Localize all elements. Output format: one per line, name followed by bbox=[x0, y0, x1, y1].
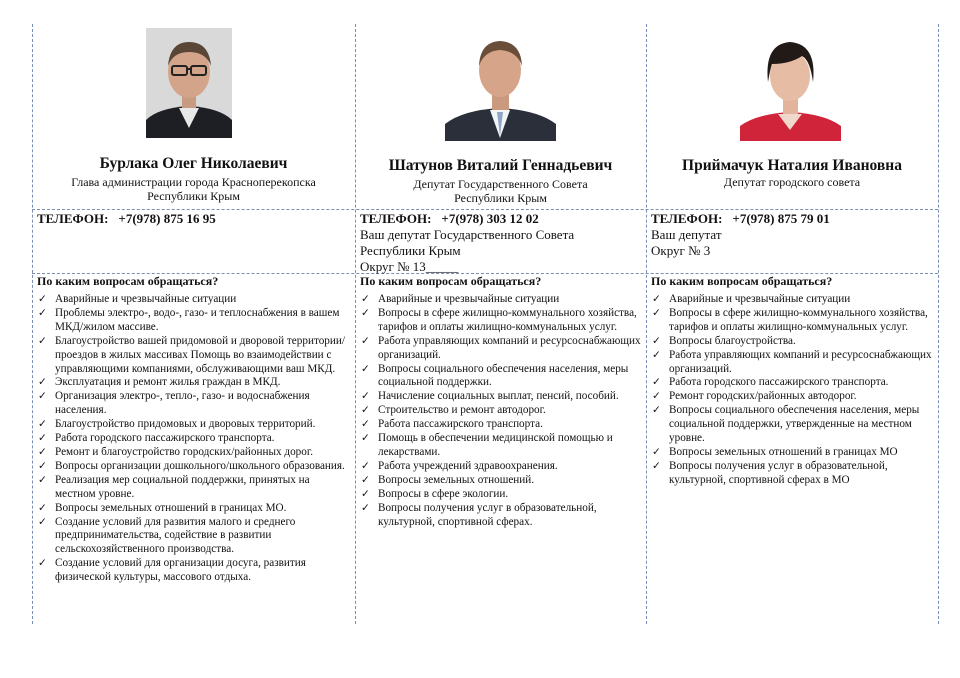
phone-line bbox=[360, 211, 539, 227]
position-line: Глава администрации города Красноперекопска bbox=[71, 175, 316, 189]
person-name: Приймачук Наталия Ивановна bbox=[682, 157, 902, 174]
check-icon: ✓ bbox=[38, 474, 47, 486]
list-item bbox=[37, 293, 351, 307]
list-item-text: Помощь в обеспечении медицинской помощью и лекарствами. bbox=[378, 432, 613, 458]
list-item-text: Работа пассажирского транспорта. bbox=[378, 418, 543, 431]
person-photo bbox=[445, 26, 556, 141]
list-item bbox=[360, 307, 642, 335]
list-item bbox=[360, 363, 642, 391]
questions-list bbox=[651, 293, 934, 488]
questions-title: По каким вопросам обращаться? bbox=[651, 274, 833, 288]
list-item-text: Работа городского пассажирского транспорта. bbox=[55, 432, 275, 445]
list-item bbox=[651, 307, 934, 335]
list-item bbox=[37, 432, 351, 446]
list-item bbox=[360, 488, 642, 502]
check-icon: ✓ bbox=[38, 516, 47, 528]
district-line: Округ № 13_____ bbox=[360, 259, 459, 274]
check-icon: ✓ bbox=[38, 335, 47, 347]
list-item bbox=[37, 557, 351, 585]
list-item bbox=[37, 418, 351, 432]
list-item-text: Вопросы благоустройства. bbox=[669, 334, 796, 347]
list-item-text: Работа управляющих компаний и ресурсоснабжающих организаций. bbox=[378, 334, 641, 361]
check-icon: ✓ bbox=[361, 307, 370, 319]
position-line: Депутат городского совета bbox=[723, 175, 861, 189]
list-item-text: Работа учреждений здравоохранения. bbox=[378, 459, 558, 472]
phone-number: +7(978) 875 16 95 bbox=[118, 211, 216, 226]
phone-label: ТЕЛЕФОН: bbox=[651, 211, 723, 226]
list-item-text: Вопросы в сфере экологии. bbox=[378, 487, 509, 500]
list-item-text: Благоустройство вашей придомовой и дворовой территории/проездов в жилых массивах Помощь во взаимодействии с управляющими компаниями, обслуживающими ваш МКД. bbox=[55, 334, 345, 375]
check-icon: ✓ bbox=[652, 377, 661, 389]
check-icon: ✓ bbox=[652, 391, 661, 403]
district-line: Ваш депутат bbox=[651, 227, 722, 242]
list-item bbox=[37, 460, 351, 474]
check-icon: ✓ bbox=[652, 446, 661, 458]
list-item bbox=[37, 516, 351, 558]
district-line: Ваш депутат Государственного Совета bbox=[360, 227, 575, 242]
check-icon: ✓ bbox=[652, 294, 661, 305]
check-icon: ✓ bbox=[38, 558, 47, 570]
position-line: Республики Крым bbox=[147, 189, 240, 203]
list-item bbox=[37, 307, 351, 335]
list-item-text: Вопросы земельных отношений. bbox=[378, 473, 535, 486]
list-item bbox=[651, 460, 934, 488]
list-item-text: Вопросы социального обеспечения населения, меры социальной поддержки, утвержденные на местном уровне. bbox=[669, 404, 920, 445]
person-photo bbox=[146, 28, 232, 138]
list-item-text: Вопросы получения услуг в образовательной, культурной, спортивной сферах в МО bbox=[669, 459, 888, 486]
list-item bbox=[651, 335, 934, 349]
check-icon: ✓ bbox=[38, 419, 47, 431]
list-item-text: Благоустройство придомовых и дворовых территорий. bbox=[55, 418, 316, 431]
list-item-text: Создание условий для организации досуга, развития физической культуры, массового отдыха. bbox=[55, 557, 306, 584]
list-item bbox=[651, 404, 934, 446]
list-item-text: Работа городского пассажирского транспорта. bbox=[669, 376, 889, 389]
list-item bbox=[360, 418, 642, 432]
phone-number: +7(978) 875 79 01 bbox=[732, 211, 830, 226]
list-item bbox=[651, 390, 934, 404]
check-icon: ✓ bbox=[652, 335, 661, 347]
list-item-text: Реализация мер социальной поддержки, принятых на местном уровне. bbox=[55, 473, 310, 500]
list-item-text: Аварийные и чрезвычайные ситуации bbox=[55, 293, 237, 305]
list-item bbox=[360, 502, 642, 530]
list-item-text: Организация электро-, тепло-, газо- и водоснабжения населения. bbox=[55, 390, 310, 417]
check-icon: ✓ bbox=[652, 307, 661, 319]
check-icon: ✓ bbox=[38, 433, 47, 445]
list-item-text: Начисление социальных выплат, пенсий, пособий. bbox=[378, 390, 619, 403]
list-item bbox=[360, 335, 642, 363]
position-line: Республики Крым bbox=[454, 191, 547, 205]
list-item-text: Ремонт городских/районных автодорог. bbox=[669, 390, 857, 403]
questions-list bbox=[37, 293, 351, 585]
person-card-1 bbox=[32, 24, 355, 624]
list-item bbox=[360, 432, 642, 460]
person-position bbox=[646, 175, 938, 189]
questions-title: По каким вопросам обращаться? bbox=[360, 274, 542, 288]
check-icon: ✓ bbox=[361, 488, 370, 500]
person-name: Бурлака Олег Николаевич bbox=[99, 155, 288, 172]
check-icon: ✓ bbox=[652, 405, 661, 417]
column-divider bbox=[938, 24, 939, 624]
list-item bbox=[651, 376, 934, 390]
check-icon: ✓ bbox=[38, 446, 47, 458]
person-photo bbox=[740, 30, 841, 141]
questions-list bbox=[360, 293, 642, 529]
check-icon: ✓ bbox=[361, 460, 370, 472]
list-item-text: Эксплуатация и ремонт жилья граждан в МКД. bbox=[55, 376, 281, 389]
list-item bbox=[360, 293, 642, 307]
person-position bbox=[355, 177, 646, 205]
district-info bbox=[360, 227, 574, 275]
phone-label: ТЕЛЕФОН: bbox=[37, 211, 109, 226]
contact-sheet bbox=[32, 24, 938, 624]
list-item-text: Аварийные и чрезвычайные ситуации bbox=[378, 293, 560, 305]
list-item bbox=[651, 446, 934, 460]
list-item bbox=[37, 474, 351, 502]
district-info bbox=[651, 227, 722, 259]
phone-line bbox=[651, 211, 830, 227]
list-item bbox=[37, 502, 351, 516]
phone-label: ТЕЛЕФОН: bbox=[360, 211, 432, 226]
check-icon: ✓ bbox=[361, 335, 370, 347]
list-item-text: Вопросы получения услуг в образовательной, культурной, спортивной сферах. bbox=[378, 501, 597, 528]
check-icon: ✓ bbox=[361, 419, 370, 431]
list-item bbox=[651, 293, 934, 307]
list-item bbox=[37, 376, 351, 390]
list-item-text: Вопросы земельных отношений в границах МО. bbox=[55, 501, 287, 514]
check-icon: ✓ bbox=[38, 307, 47, 319]
check-icon: ✓ bbox=[361, 405, 370, 417]
check-icon: ✓ bbox=[361, 474, 370, 486]
list-item-text: Строительство и ремонт автодорог. bbox=[378, 404, 546, 417]
district-line: Республики Крым bbox=[360, 243, 461, 258]
check-icon: ✓ bbox=[38, 294, 47, 305]
check-icon: ✓ bbox=[38, 502, 47, 514]
person-name: Шатунов Виталий Геннадьевич bbox=[388, 157, 613, 174]
list-item-text: Проблемы электро-, водо-, газо- и теплоснабжения в вашем МКД/жилом массиве. bbox=[55, 306, 340, 333]
list-item bbox=[360, 404, 642, 418]
check-icon: ✓ bbox=[361, 294, 370, 305]
check-icon: ✓ bbox=[38, 377, 47, 389]
list-item-text: Вопросы социального обеспечения населения, меры социальной поддержки. bbox=[378, 362, 629, 389]
list-item-text: Вопросы земельных отношений в границах МО bbox=[669, 445, 898, 458]
list-item bbox=[360, 460, 642, 474]
list-item-text: Вопросы организации дошкольного/школьного образования. bbox=[55, 459, 345, 472]
list-item bbox=[360, 390, 642, 404]
check-icon: ✓ bbox=[361, 391, 370, 403]
check-icon: ✓ bbox=[38, 460, 47, 472]
check-icon: ✓ bbox=[652, 349, 661, 361]
position-line: Депутат Государственного Совета bbox=[413, 177, 588, 191]
list-item-text: Аварийные и чрезвычайные ситуации bbox=[669, 293, 851, 305]
person-position bbox=[32, 175, 355, 203]
phone-line bbox=[37, 211, 216, 227]
check-icon: ✓ bbox=[652, 460, 661, 472]
list-item-text: Работа управляющих компаний и ресурсоснабжающих организаций. bbox=[669, 348, 932, 375]
list-item-text: Вопросы в сфере жилищно-коммунального хозяйства, тарифов и оплаты жилищно-коммунальных услуг. bbox=[669, 306, 928, 333]
district-line: Округ № 3 bbox=[651, 243, 711, 258]
list-item-text: Ремонт и благоустройство городских/районных дорог. bbox=[55, 445, 313, 458]
list-item bbox=[37, 390, 351, 418]
check-icon: ✓ bbox=[361, 363, 370, 375]
check-icon: ✓ bbox=[361, 502, 370, 514]
list-item bbox=[651, 349, 934, 377]
list-item bbox=[37, 335, 351, 377]
phone-number: +7(978) 303 12 02 bbox=[441, 211, 539, 226]
list-item bbox=[37, 446, 351, 460]
questions-title: По каким вопросам обращаться? bbox=[37, 274, 219, 288]
check-icon: ✓ bbox=[361, 433, 370, 445]
list-item bbox=[360, 474, 642, 488]
person-card-2 bbox=[355, 24, 646, 624]
person-card-3 bbox=[646, 24, 938, 624]
list-item-text: Создание условий для развития малого и среднего предпринимательства, содействие в развитии сельскохозяйственного производства. bbox=[55, 515, 296, 556]
list-item-text: Вопросы в сфере жилищно-коммунального хозяйства, тарифов и оплаты жилищно-коммунальных услуг. bbox=[378, 306, 637, 333]
check-icon: ✓ bbox=[38, 391, 47, 403]
